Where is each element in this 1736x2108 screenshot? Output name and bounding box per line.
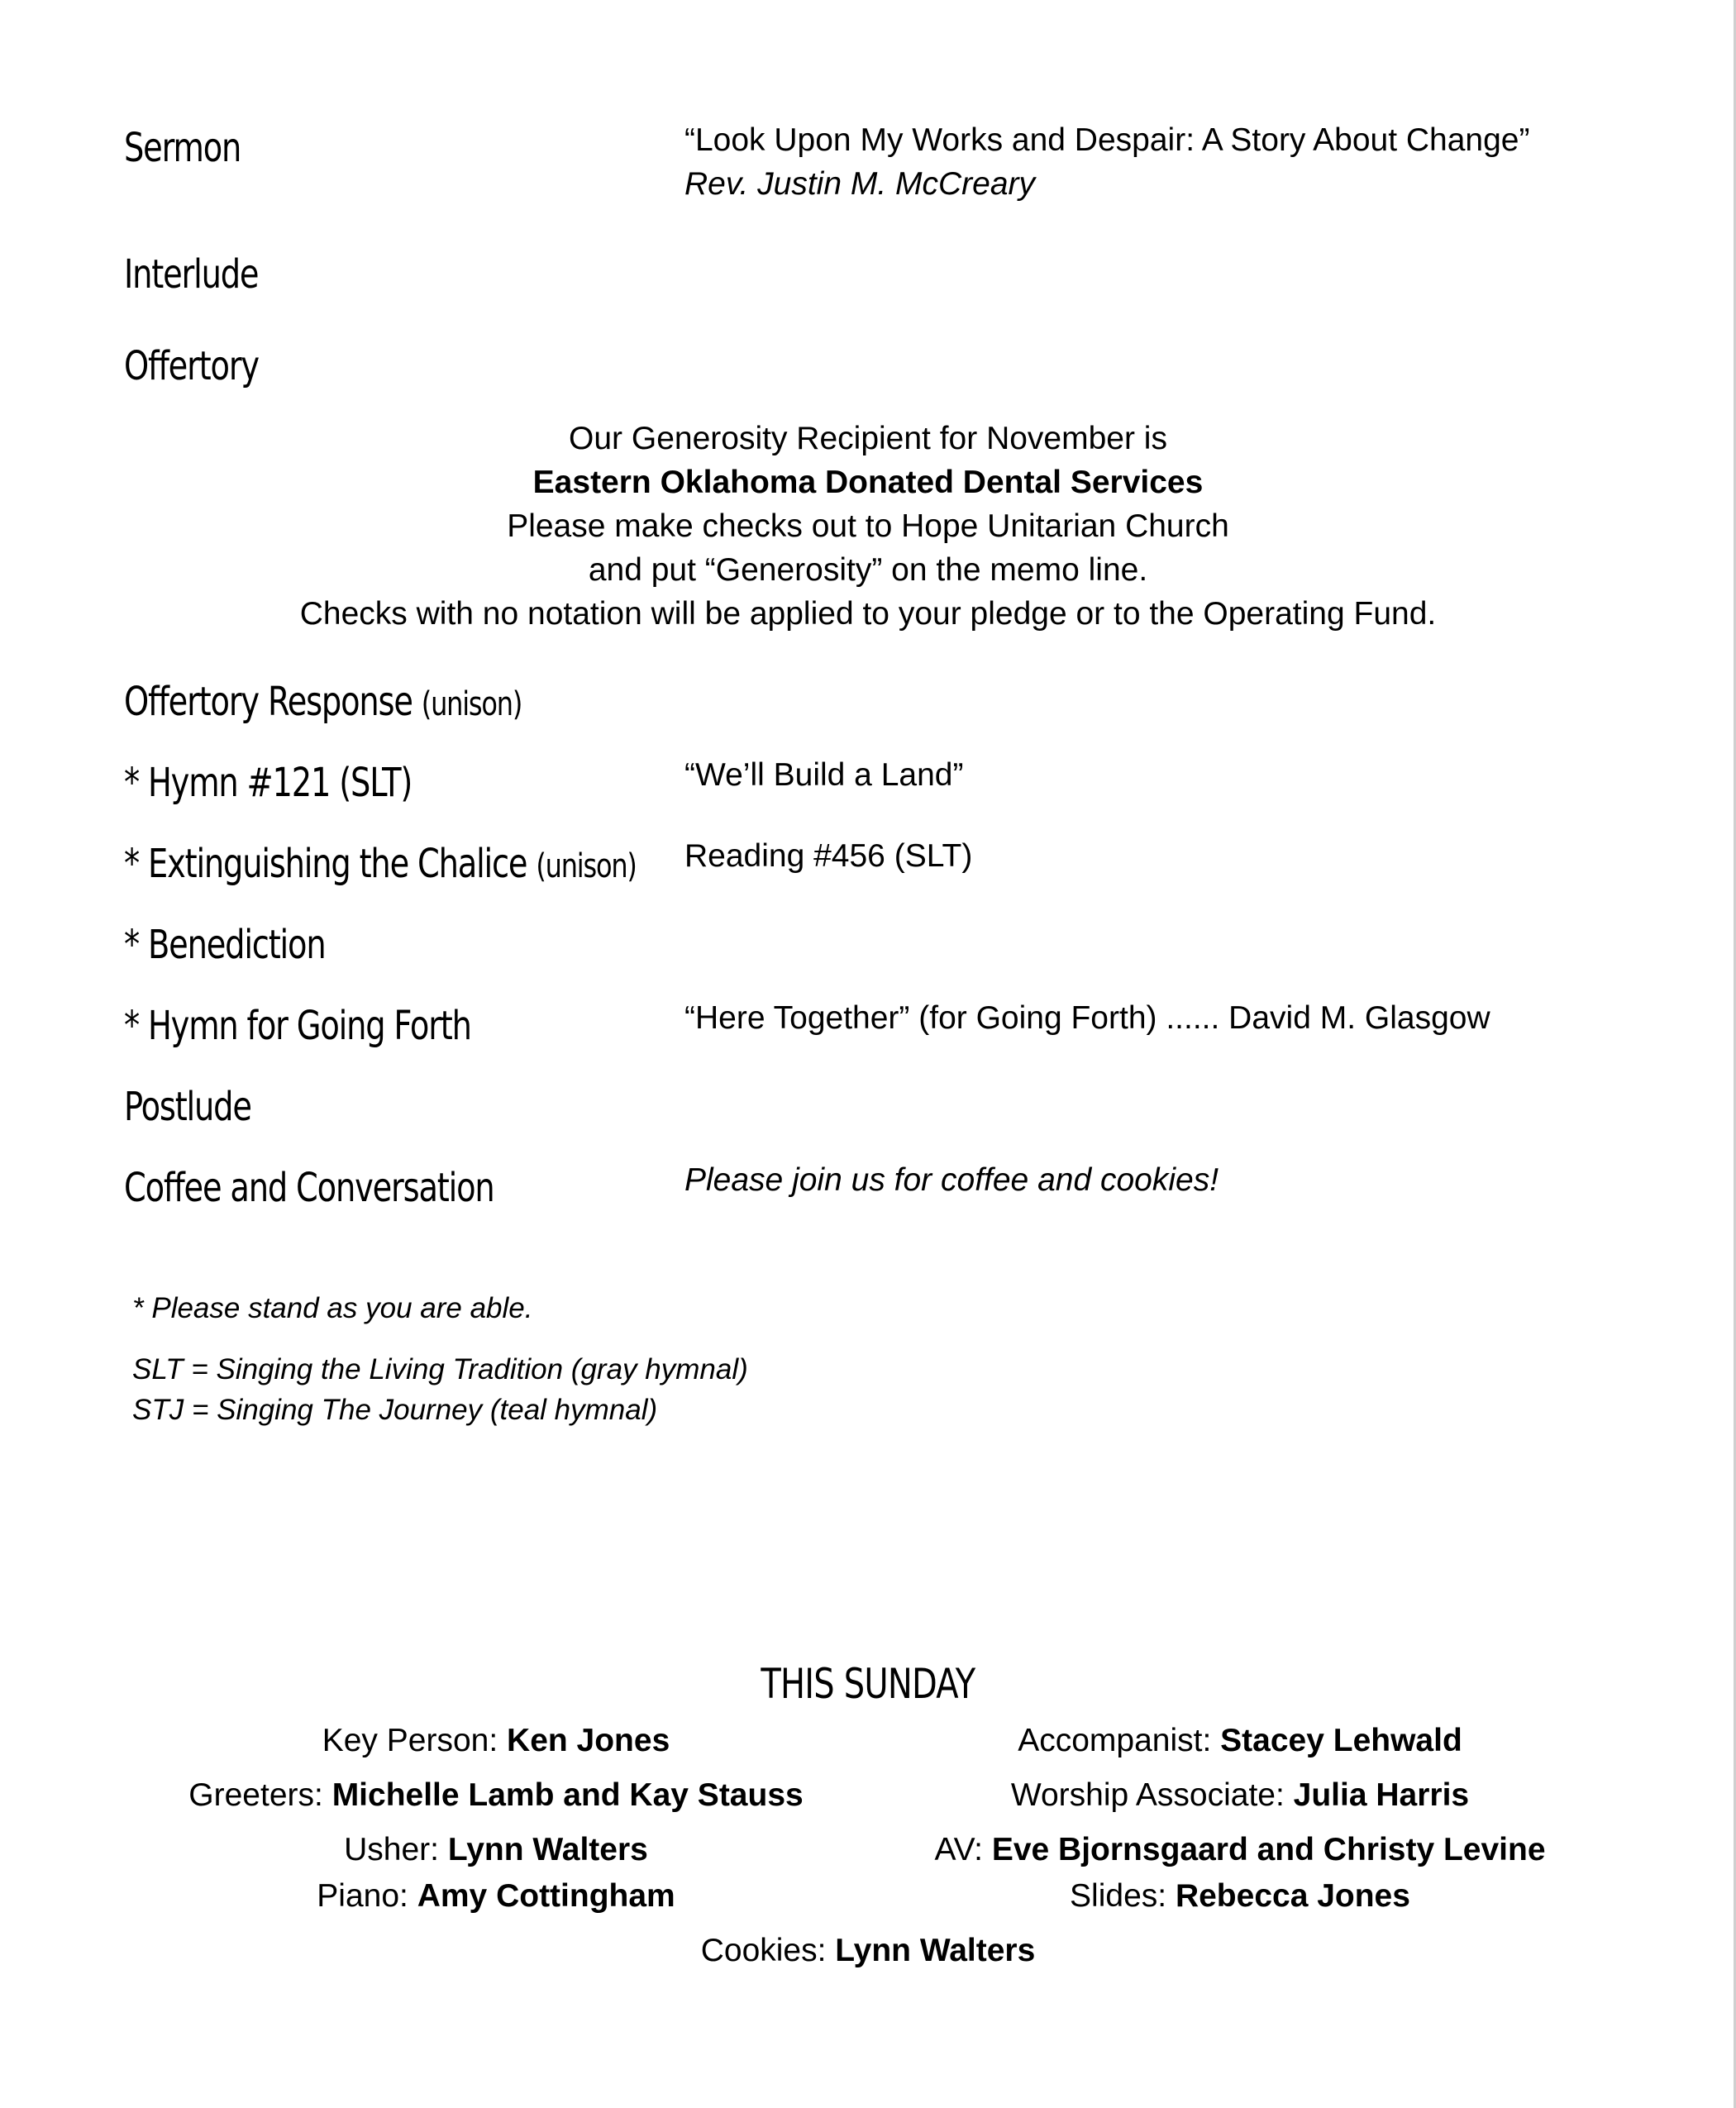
sermon-speaker: Rev. Justin M. McCreary: [684, 166, 1036, 202]
postlude-label: Postlude: [124, 1084, 251, 1130]
piano-role: Piano:: [317, 1878, 408, 1914]
slides: [827, 1878, 1653, 1915]
piano-name: Amy Cottingham: [417, 1878, 675, 1914]
key-person-name: Ken Jones: [507, 1723, 670, 1758]
accompanist-role: Accompanist:: [1018, 1723, 1212, 1758]
usher-name: Lynn Walters: [447, 1832, 648, 1867]
accompanist: [827, 1723, 1653, 1759]
av: [827, 1832, 1653, 1868]
cookies-role: Cookies:: [700, 1933, 827, 1968]
interlude-label: Interlude: [124, 251, 259, 298]
cookies-name: Lynn Walters: [835, 1933, 1036, 1968]
offertory-label: Offertory: [124, 343, 259, 389]
extinguishing-reading: Reading #456 (SLT): [684, 838, 973, 874]
footnote-stj: STJ = Singing The Journey (teal hymnal): [132, 1394, 658, 1426]
coffee-detail: Please join us for coffee and cookies!: [684, 1162, 1219, 1198]
this-sunday-title: THIS SUNDAY: [761, 1660, 975, 1708]
generosity-recipient: Eastern Oklahoma Donated Dental Services: [532, 465, 1204, 500]
key-person: [83, 1723, 909, 1759]
worship-associate-name: Julia Harris: [1293, 1777, 1470, 1813]
extinguishing-note: (unison): [536, 847, 637, 885]
extinguishing-text: * Extinguishing the Chalice: [124, 841, 527, 887]
coffee-label: Coffee and Conversation: [124, 1165, 494, 1211]
av-role: AV:: [934, 1832, 983, 1867]
generosity-line-5: Checks with no notation will be applied to your pledge or to the Operating Fund.: [299, 596, 1437, 632]
going-forth-detail: “Here Together” (for Going Forth) ...... David M. Glasgow: [684, 1000, 1490, 1036]
sermon-title: “Look Upon My Works and Despair: A Story About Change”: [684, 122, 1530, 158]
piano: [83, 1878, 909, 1915]
worship-associate: [827, 1777, 1653, 1814]
generosity-line-3: Please make checks out to Hope Unitarian Church: [507, 508, 1229, 544]
greeters-name: Michelle Lamb and Kay Stauss: [331, 1777, 804, 1813]
usher: [83, 1832, 909, 1868]
cookies: [455, 1933, 1281, 1969]
sermon-label: Sermon: [124, 125, 241, 171]
greeters-role: Greeters:: [188, 1777, 323, 1813]
greeters: [83, 1777, 909, 1814]
av-name: Eve Bjornsgaard and Christy Levine: [991, 1832, 1546, 1867]
slides-role: Slides:: [1070, 1878, 1167, 1914]
generosity-line-1: Our Generosity Recipient for November is: [569, 421, 1167, 456]
footnote-stand: * Please stand as you are able.: [132, 1292, 533, 1324]
benediction-label: * Benediction: [124, 922, 326, 968]
this-sunday-heading: [0, 1660, 1736, 1708]
slides-name: Rebecca Jones: [1175, 1878, 1410, 1914]
offertory-response-label: [124, 680, 522, 725]
generosity-line-4: and put “Generosity” on the memo line.: [588, 552, 1148, 588]
accompanist-name: Stacey Lehwald: [1220, 1723, 1462, 1758]
offertory-response-note: (unison): [421, 685, 522, 723]
going-forth-label: * Hymn for Going Forth: [124, 1003, 471, 1049]
key-person-role: Key Person:: [322, 1723, 498, 1758]
hymn-title: “We’ll Build a Land”: [684, 757, 964, 793]
footnote-slt: SLT = Singing the Living Tradition (gray hymnal): [132, 1353, 748, 1385]
worship-associate-role: Worship Associate:: [1010, 1777, 1285, 1813]
offertory-response-text: Offertory Response: [124, 679, 413, 725]
extinguishing-label: [124, 842, 637, 887]
hymn-label: * Hymn #121 (SLT): [124, 760, 413, 806]
usher-role: Usher:: [344, 1832, 440, 1867]
